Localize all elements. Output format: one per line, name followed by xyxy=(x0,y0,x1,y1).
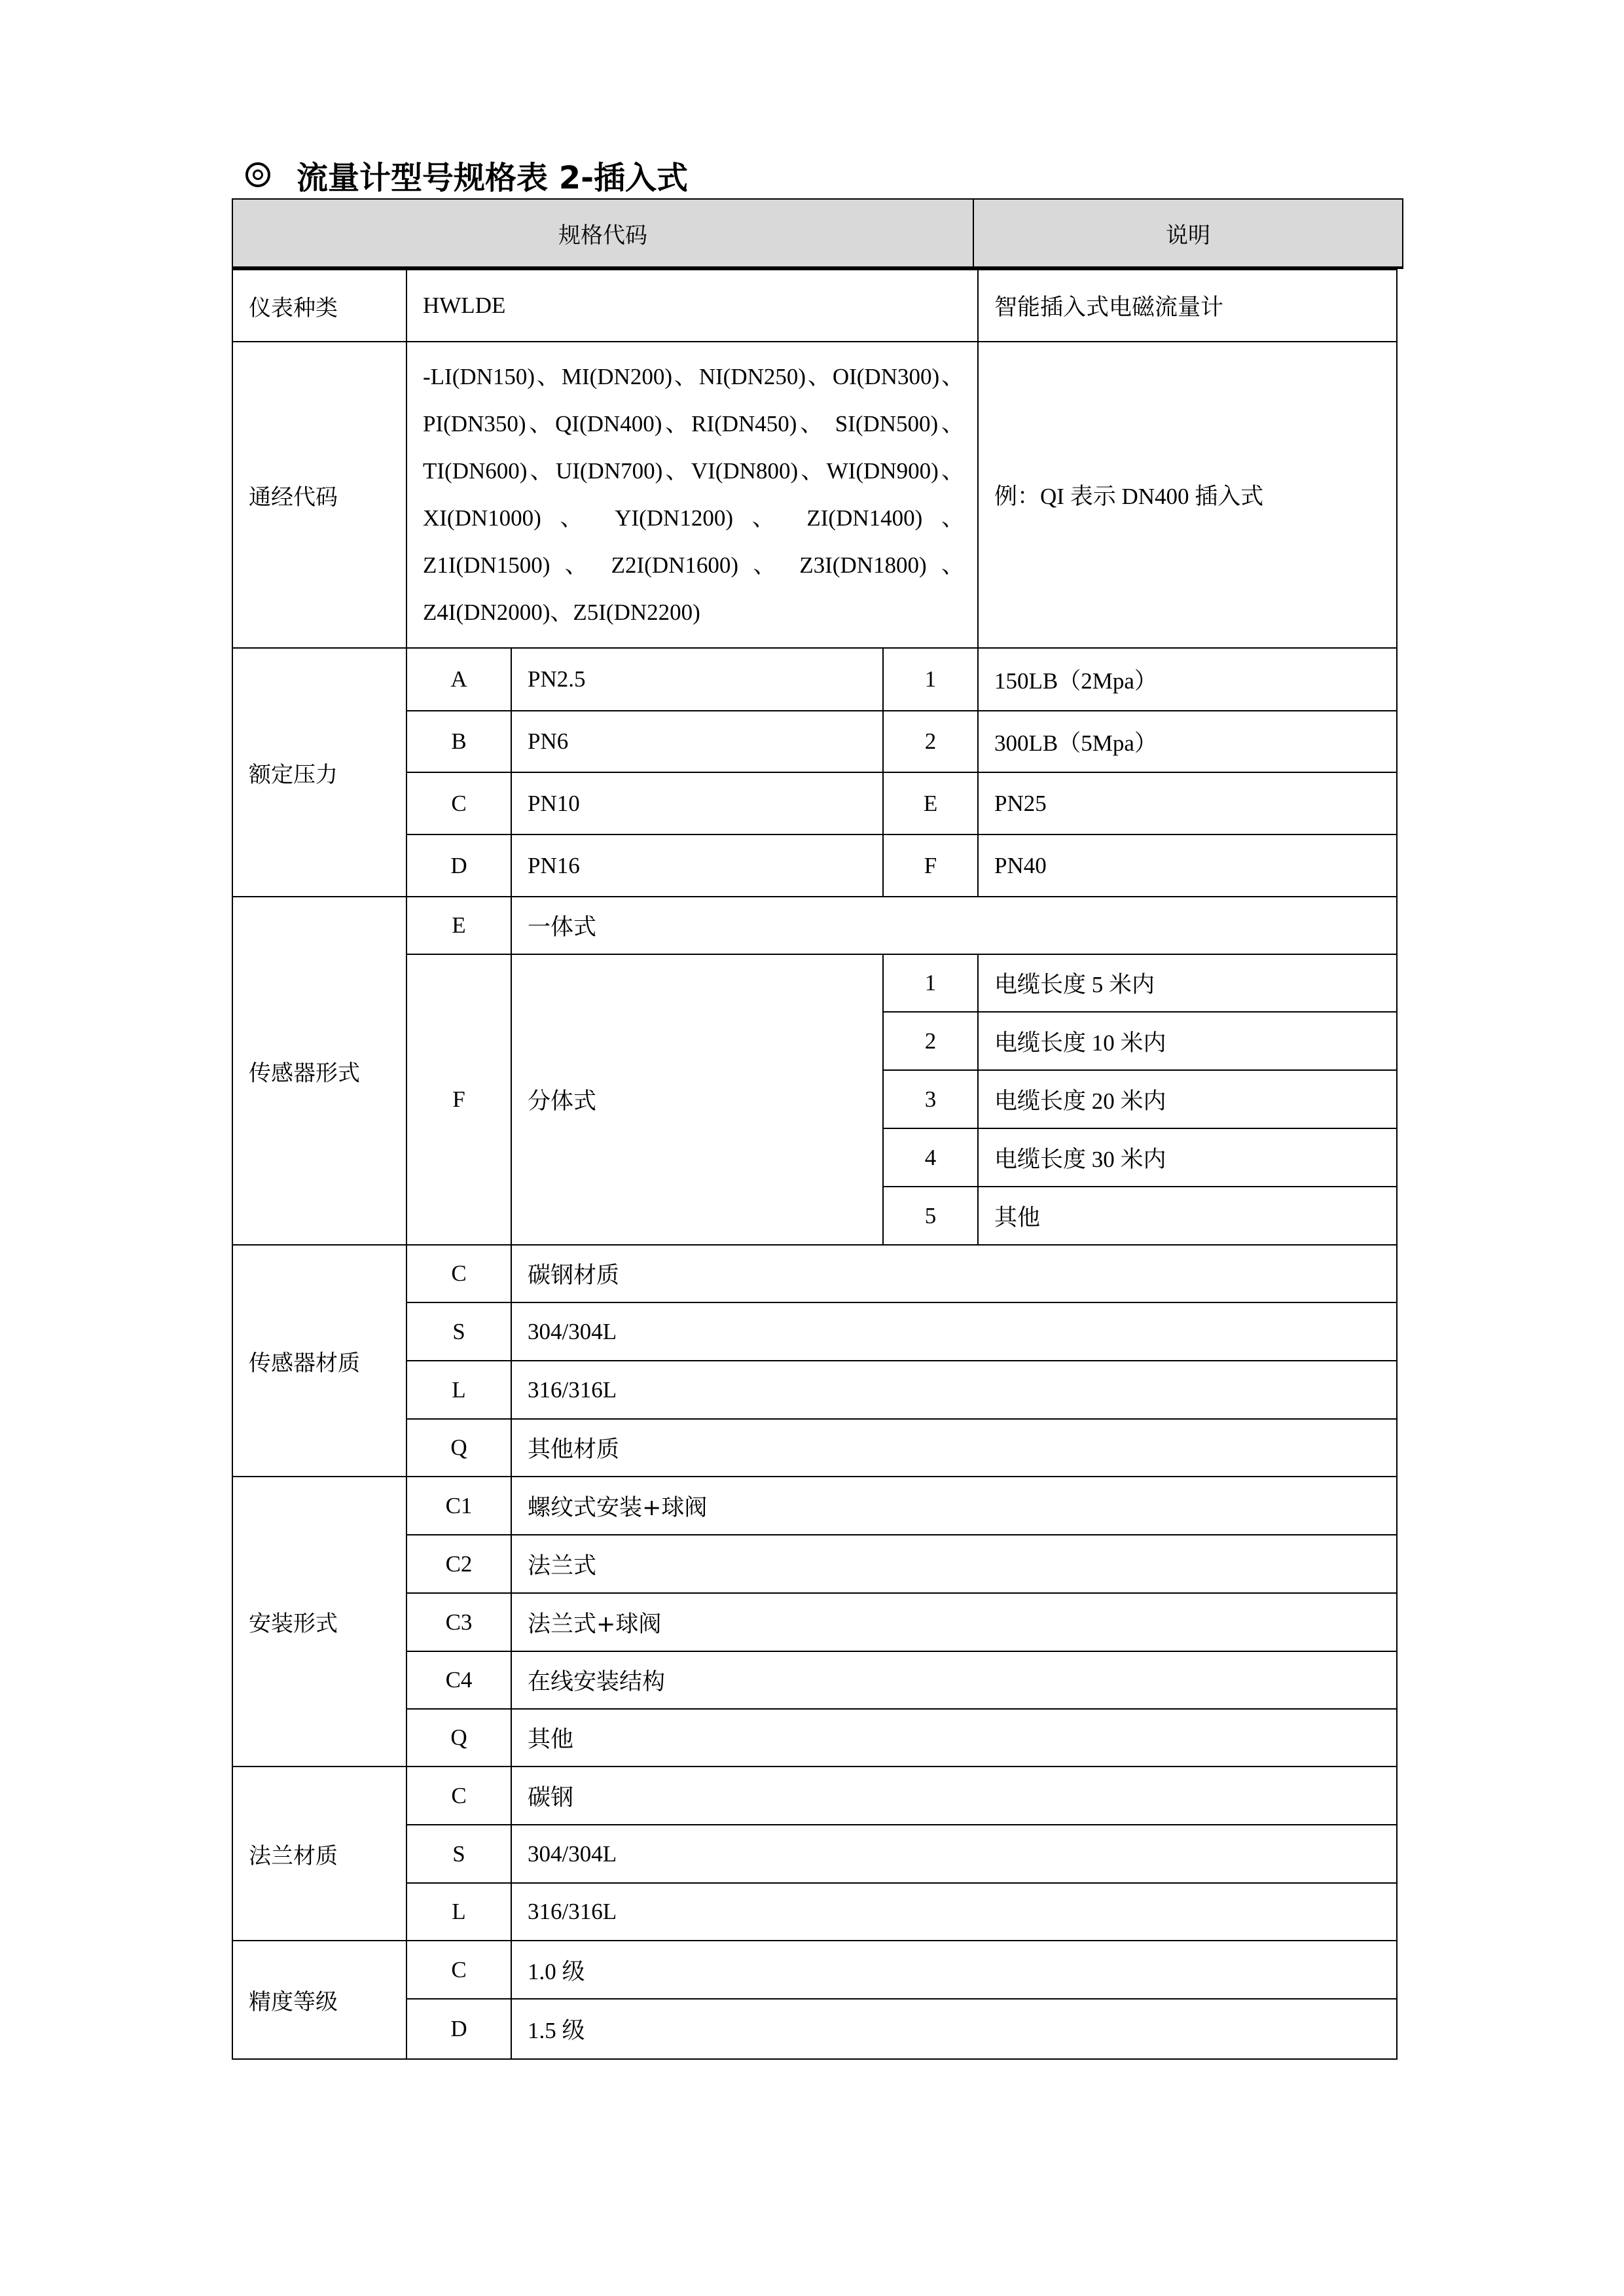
table-row xyxy=(232,1361,1397,1419)
pressure-value2: 150LB（2Mpa） xyxy=(978,648,1397,711)
accuracy-code: D xyxy=(406,1999,511,2059)
table-row xyxy=(232,1883,1397,1941)
header-spec-code: 规格代码 xyxy=(232,198,974,268)
category-sensor-form: 传感器形式 xyxy=(232,897,406,1245)
material-value: 其他材质 xyxy=(511,1419,1397,1477)
table-row xyxy=(232,270,1397,342)
install-value: 法兰式 xyxy=(511,1535,1397,1593)
install-value: 在线安装结构 xyxy=(511,1651,1397,1709)
material-value: 碳钢材质 xyxy=(511,1245,1397,1302)
table-row xyxy=(232,1245,1397,1302)
flange-code: L xyxy=(406,1883,511,1941)
material-value: 304/304L xyxy=(511,1302,1397,1361)
category-instrument-type: 仪表种类 xyxy=(232,270,406,342)
category-pressure: 额定压力 xyxy=(232,648,406,897)
cable-code: 4 xyxy=(883,1128,978,1187)
cable-value: 其他 xyxy=(978,1187,1397,1245)
table-row xyxy=(232,711,1397,772)
table-row xyxy=(232,342,1397,648)
pressure-value: PN2.5 xyxy=(511,648,883,711)
category-accuracy: 精度等级 xyxy=(232,1941,406,2059)
install-value: 其他 xyxy=(511,1709,1397,1767)
accuracy-value: 1.5 级 xyxy=(511,1999,1397,2059)
pressure-value: PN10 xyxy=(511,772,883,834)
install-code: C4 xyxy=(406,1651,511,1709)
table-row xyxy=(232,1477,1397,1535)
category-bore-code: 通经代码 xyxy=(232,342,406,648)
table-row xyxy=(232,1535,1397,1593)
table-row xyxy=(232,1593,1397,1651)
page-title xyxy=(245,152,688,198)
instrument-desc: 智能插入式电磁流量计 xyxy=(978,270,1397,342)
flange-value: 碳钢 xyxy=(511,1767,1397,1825)
table-row xyxy=(232,1767,1397,1825)
table-row xyxy=(232,1825,1397,1883)
table-header xyxy=(232,198,1403,268)
bore-code-example: 例：QI 表示 DN400 插入式 xyxy=(978,342,1397,648)
pressure-code: C xyxy=(406,772,511,834)
install-code: C2 xyxy=(406,1535,511,1593)
pressure-value2: PN40 xyxy=(978,834,1397,897)
accuracy-value: 1.0 级 xyxy=(511,1941,1397,1999)
spec-table xyxy=(232,269,1398,2060)
install-code: C1 xyxy=(406,1477,511,1535)
header-description: 说明 xyxy=(974,198,1403,268)
pressure-value: PN16 xyxy=(511,834,883,897)
install-value: 法兰式+球阀 xyxy=(511,1593,1397,1651)
material-code: L xyxy=(406,1361,511,1419)
install-value: 螺纹式安装+球阀 xyxy=(511,1477,1397,1535)
category-flange-material: 法兰材质 xyxy=(232,1767,406,1941)
cable-code: 3 xyxy=(883,1070,978,1128)
material-code: Q xyxy=(406,1419,511,1477)
pressure-code: D xyxy=(406,834,511,897)
table-row xyxy=(232,1709,1397,1767)
flange-code: C xyxy=(406,1767,511,1825)
material-code: C xyxy=(406,1245,511,1302)
bore-code-list: -LI(DN150)、MI(DN200)、NI(DN250)、OI(DN300)、PI(DN350)、QI(DN400)、RI(DN450)、 SI(DN500)、TI(DN600)、UI(DN700)、VI(DN800)、WI(DN900)、XI(DN1000) 、 YI(DN1200) 、 ZI(DN1400) 、Z1I(DN1500) 、 Z2I(DN1600) 、 Z3I(DN1800) 、Z4I(DN2000)、Z5I(DN2200) xyxy=(406,342,978,648)
pressure-code: A xyxy=(406,648,511,711)
table-row xyxy=(232,1419,1397,1477)
pressure-code: B xyxy=(406,711,511,772)
cable-code: 2 xyxy=(883,1012,978,1070)
cable-code: 1 xyxy=(883,954,978,1012)
pressure-code2: 1 xyxy=(883,648,978,711)
cable-value: 电缆长度 30 米内 xyxy=(978,1128,1397,1187)
material-code: S xyxy=(406,1302,511,1361)
table-row xyxy=(232,1302,1397,1361)
cable-value: 电缆长度 20 米内 xyxy=(978,1070,1397,1128)
flange-value: 304/304L xyxy=(511,1825,1397,1883)
table-row xyxy=(232,834,1397,897)
table-row xyxy=(232,772,1397,834)
accuracy-code: C xyxy=(406,1941,511,1999)
pressure-value: PN6 xyxy=(511,711,883,772)
pressure-value2: PN25 xyxy=(978,772,1397,834)
table-row xyxy=(232,1941,1397,1999)
pressure-code2: 2 xyxy=(883,711,978,772)
category-sensor-material: 传感器材质 xyxy=(232,1245,406,1477)
sensor-form-code: E xyxy=(406,897,511,954)
page-title-text: 流量计型号规格表 2-插入式 xyxy=(297,159,689,196)
sensor-form-value: 分体式 xyxy=(511,954,883,1245)
table-row xyxy=(232,954,1397,1012)
category-installation: 安装形式 xyxy=(232,1477,406,1767)
sensor-form-value: 一体式 xyxy=(511,897,1397,954)
install-code: C3 xyxy=(406,1593,511,1651)
flange-value: 316/316L xyxy=(511,1883,1397,1941)
pressure-value2: 300LB（5Mpa） xyxy=(978,711,1397,772)
flange-code: S xyxy=(406,1825,511,1883)
pressure-code2: F xyxy=(883,834,978,897)
cable-value: 电缆长度 5 米内 xyxy=(978,954,1397,1012)
material-value: 316/316L xyxy=(511,1361,1397,1419)
cable-value: 电缆长度 10 米内 xyxy=(978,1012,1397,1070)
table-row xyxy=(232,648,1397,711)
sensor-form-code: F xyxy=(406,954,511,1245)
double-circle-icon xyxy=(245,162,270,187)
table-row xyxy=(232,1999,1397,2059)
pressure-code2: E xyxy=(883,772,978,834)
cable-code: 5 xyxy=(883,1187,978,1245)
install-code: Q xyxy=(406,1709,511,1767)
instrument-code: HWLDE xyxy=(406,270,978,342)
table-row xyxy=(232,1651,1397,1709)
table-row xyxy=(232,897,1397,954)
